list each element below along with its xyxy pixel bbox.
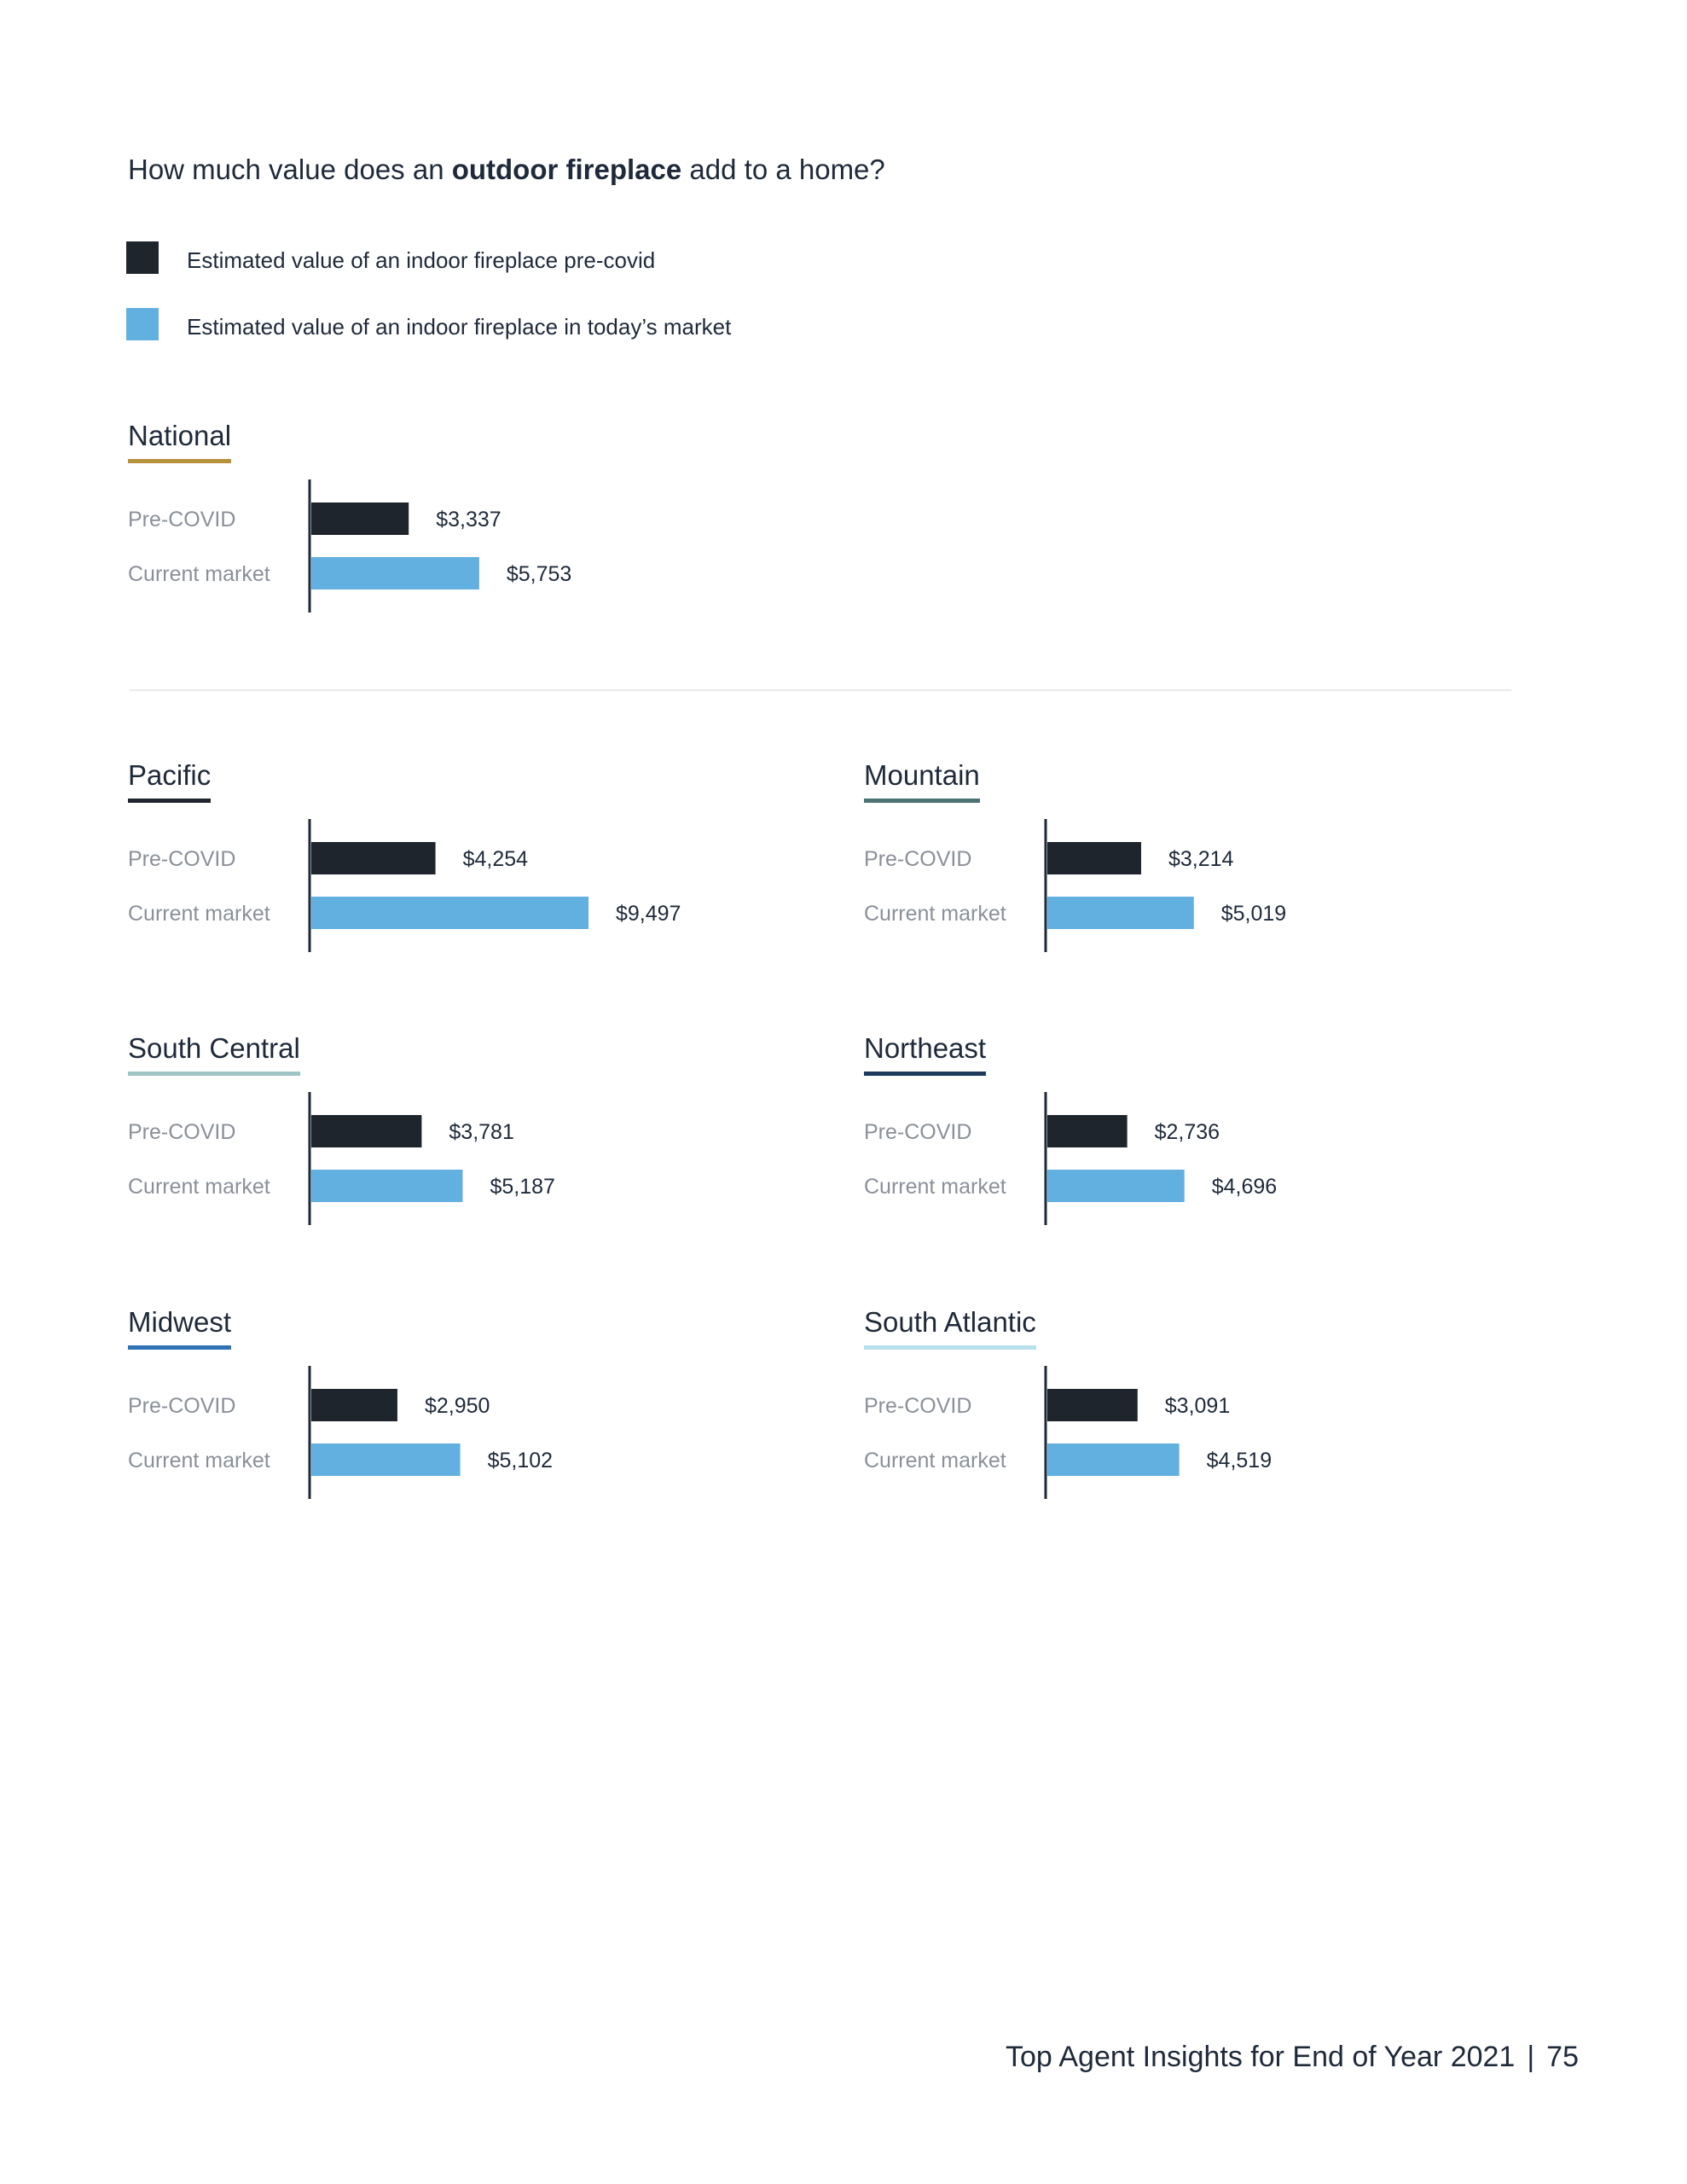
bar-pre-covid [311,1115,421,1147]
panel-title: Northeast [864,1032,987,1064]
panel-underline [128,1072,300,1076]
title-text-after: add to a home? [681,154,885,185]
bar-pre-covid [1047,1389,1138,1421]
bar-pre-covid [311,502,409,535]
category-label-current-market: Current market [128,562,270,586]
bar-current-market [1047,897,1194,929]
bar-current-market [311,897,588,929]
category-label-current-market: Current market [864,1449,1006,1472]
title-text-before: How much value does an [128,154,452,185]
page-footer [1006,2041,1579,2074]
panel-underline [864,799,980,803]
chart-panel-mountain [864,759,1461,964]
page-number: 75 [1546,2041,1579,2073]
value-label-pre-covid: $3,214 [1168,847,1234,871]
bar-current-market [311,1170,463,1202]
chart-panel-south-atlantic [864,1306,1461,1511]
panel-title: Mountain [864,759,980,791]
panel-title: South Atlantic [864,1306,1036,1338]
bar-chart-pacific [128,819,725,956]
category-label-current-market: Current market [864,1175,1006,1199]
chart-panel-northeast [864,1032,1461,1237]
category-label-pre-covid: Pre-COVID [128,508,236,531]
bar-current-market [1047,1170,1185,1202]
bar-chart-midwest [128,1366,725,1502]
value-label-current-market: $5,019 [1220,902,1287,926]
panel-underline [864,1345,1036,1350]
panel-underline [128,799,211,803]
legend-label-current: Estimated value of an indoor fireplace in today’s market [187,314,732,340]
bar-pre-covid [311,1389,397,1421]
category-label-pre-covid: Pre-COVID [864,847,972,871]
category-label-current-market: Current market [128,1175,270,1199]
category-label-pre-covid: Pre-COVID [128,1120,236,1144]
chart-panel-pacific [128,759,725,964]
bar-pre-covid [311,842,436,874]
category-label-current-market: Current market [128,1449,270,1472]
bar-chart-national [128,479,725,616]
bar-current-market [1047,1443,1180,1476]
panel-title: Pacific [128,759,212,791]
page-title [128,154,885,186]
bar-pre-covid [1047,842,1141,874]
value-label-current-market: $4,519 [1206,1449,1272,1472]
value-label-pre-covid: $3,091 [1164,1394,1231,1418]
value-label-current-market: $5,187 [490,1175,555,1199]
category-label-pre-covid: Pre-COVID [128,1394,236,1418]
value-label-pre-covid: $2,736 [1154,1120,1220,1144]
legend-label-pre-covid: Estimated value of an indoor fireplace pre-covid [187,247,656,273]
category-label-pre-covid: Pre-COVID [128,847,236,871]
panel-underline [864,1072,986,1076]
panel-title: Midwest [128,1306,232,1338]
bar-chart-northeast [864,1092,1461,1228]
title-text-bold: outdoor fireplace [451,154,682,185]
value-label-pre-covid: $3,781 [449,1120,514,1144]
bar-chart-south-central [128,1092,725,1228]
chart-panel-south-central [128,1032,725,1237]
value-label-pre-covid: $3,337 [436,508,501,531]
footer-separator: | [1527,2041,1535,2073]
legend-swatch-pre-covid [126,241,159,274]
value-label-pre-covid: $4,254 [462,847,529,871]
value-label-current-market: $4,696 [1211,1175,1278,1199]
bar-chart-mountain [864,819,1461,956]
panel-underline [128,1345,231,1350]
panel-title: South Central [128,1032,300,1064]
bar-current-market [311,557,479,590]
bar-current-market [311,1443,461,1476]
value-label-current-market: $5,753 [506,562,572,586]
category-label-pre-covid: Pre-COVID [864,1394,972,1418]
chart-panel-midwest [128,1306,725,1511]
value-label-pre-covid: $2,950 [424,1394,490,1418]
category-label-current-market: Current market [128,902,270,926]
category-label-current-market: Current market [864,902,1006,926]
legend-swatch-current [126,308,159,340]
footer-title: Top Agent Insights for End of Year 2021 [1005,2041,1516,2073]
chart-panel-national [128,420,725,624]
bar-chart-south-atlantic [864,1366,1461,1502]
section-divider [130,689,1511,691]
category-label-pre-covid: Pre-COVID [864,1120,972,1144]
value-label-current-market: $5,102 [487,1449,554,1472]
bar-pre-covid [1047,1115,1128,1147]
panel-title: National [128,420,232,451]
value-label-current-market: $9,497 [616,902,681,926]
panel-underline [128,459,231,463]
